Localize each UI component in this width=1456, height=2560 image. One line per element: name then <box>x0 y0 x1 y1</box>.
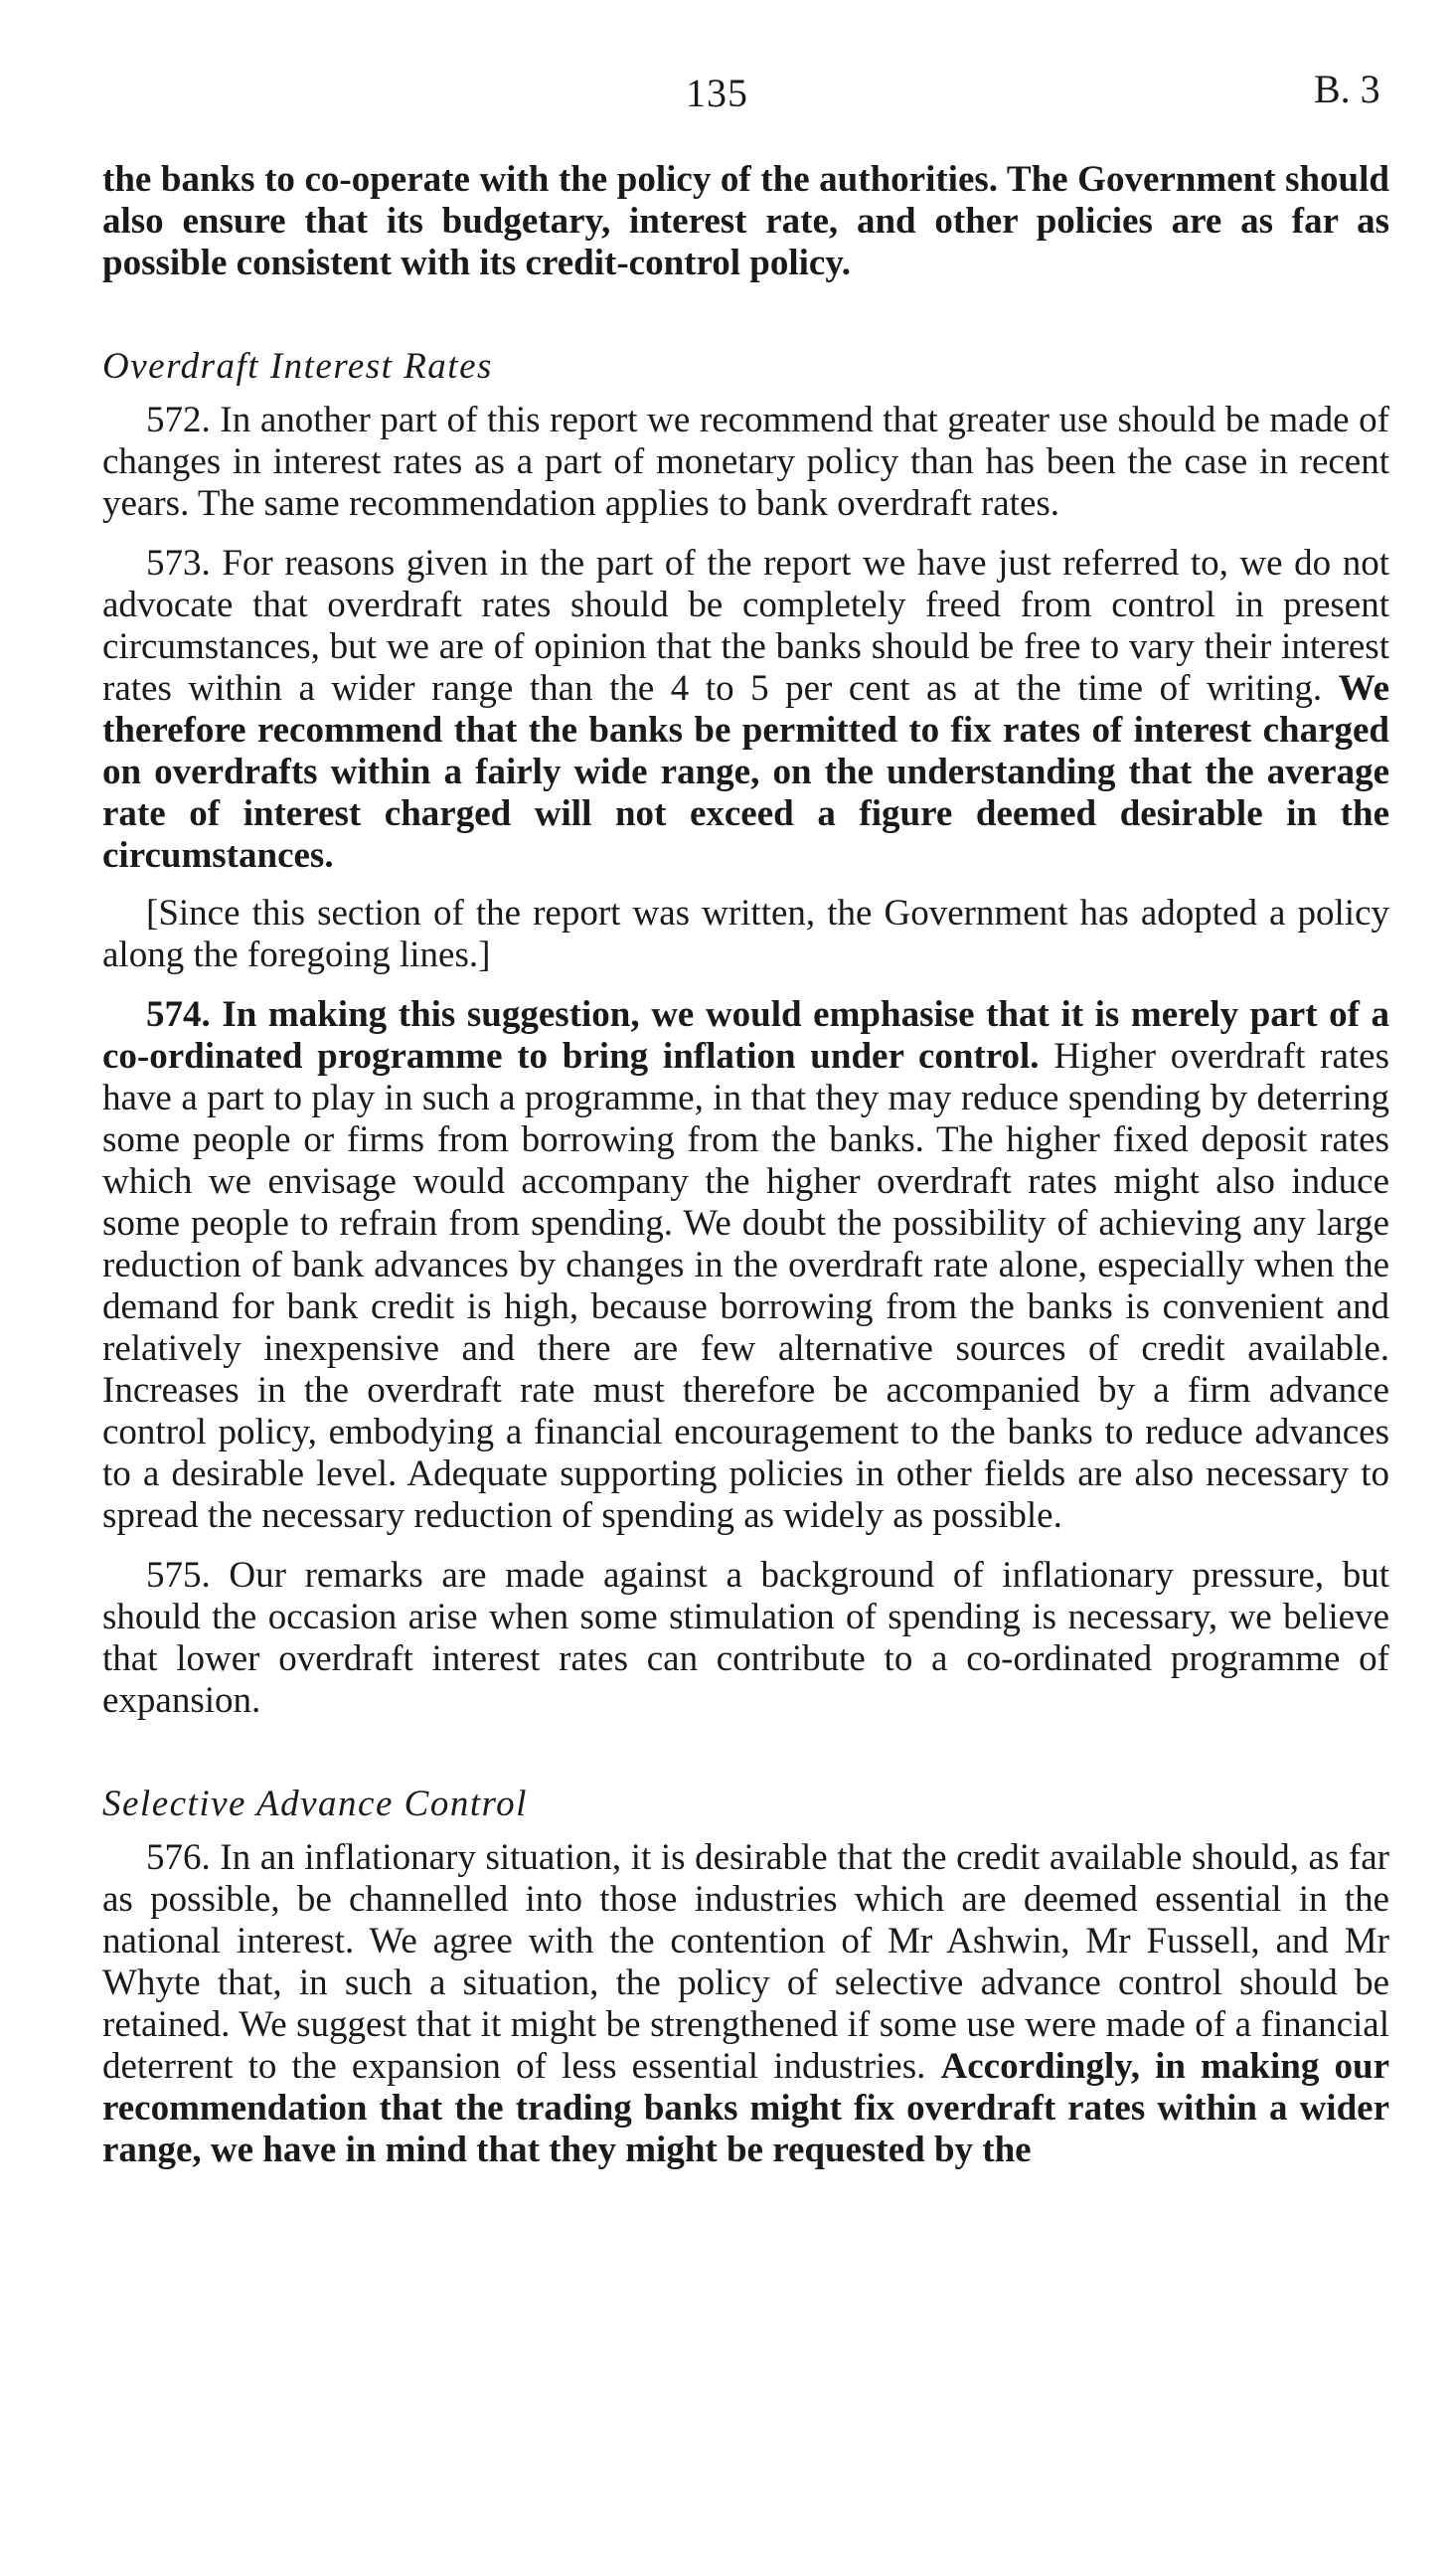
page-body <box>102 159 1389 2189</box>
page-header <box>0 60 1456 129</box>
section-heading-selective-advance-control: Selective Advance Control <box>102 1784 528 1824</box>
paragraph-number: 574. <box>146 994 211 1035</box>
paragraph-572 <box>102 400 1389 525</box>
intro-paragraph <box>102 159 1389 284</box>
paragraph-574 <box>102 994 1389 1537</box>
paragraph-number: 573. <box>146 543 211 584</box>
paragraph-text: In an inflationary situation, it is desirable that the credit available should, as far as possible, be channelled into those industries which are deemed essential in the national interest. We agree with the contention of Mr Ashwin, Mr Fussell, and Mr Whyte that, in such a situation, the policy of selective advance control should be retained. We suggest that it might be strengthened if some use were made of a financial deterrent to the expansion of less essential industries. <box>102 1837 1389 2087</box>
paragraph-number: 576. <box>146 1837 211 1878</box>
paragraph-575 <box>102 1555 1389 1722</box>
note-text: [Since this section of the report was written, the Government has adopted a policy along the foregoing lines.] <box>102 893 1389 975</box>
recommendation-text: We therefore recommend that the banks be permitted to fix rates of interest charged on overdrafts within a fairly wide range, on the understanding that the average rate of interest charged will not exceed a figure deemed desirable in the circumstances. <box>102 668 1390 876</box>
paragraph-text: In another part of this report we recommend that greater use should be made of changes in interest rates as a part of monetary policy than has been the case in recent years. The same recommendation applies to bank overdraft rates. <box>102 400 1390 524</box>
paragraph-number: 572. <box>146 400 211 440</box>
intro-text: the banks to co-operate with the policy of the authorities. The Government should also ensure that its budgetary, interest rate, and other policies are as far as possible consistent with its credit-control policy. <box>102 159 1389 283</box>
paragraph-text: For reasons given in the part of the report we have just referred to, we do not advocate that overdraft rates should be completely freed from control in present circumstances, but we are of opinion that the banks should be free to vary their interest rates within a wider range than the 4 to 5 per cent as at the time of writing. <box>102 543 1390 709</box>
emphasis-text: In making this suggestion, we would emphasise that it is merely part of a co-ordinated programme to bring inflation under control. <box>102 994 1390 1077</box>
paragraph-text: Higher overdraft rates have a part to play in such a programme, in that they may reduce spending by deterring some people or firms from borrowing from the banks. The higher fixed deposit rates which we envisage would accompany the higher overdraft rates might also induce some people to refrain from spending. We doubt the possibility of achieving any large reduction of bank advances by changes in the overdraft rate alone, especially when the demand for bank credit is high, because borrowing from the banks is convenient and relatively inexpensive and there are few alternative sources of credit available. Increases in the overdraft rate must therefore be accompanied by a firm advance control policy, embodying a financial encouragement to the banks to reduce advances to a desirable level. Adequate supporting policies in other fields are also necessary to spread the necessary reduction of spending as widely as possible. <box>102 1036 1389 1536</box>
paragraph-text: Our remarks are made against a background of inflationary pressure, but should the occasion arise when some stimulation of spending is necessary, we believe that lower overdraft interest rates can contribute to a co-ordinated programme of expansion. <box>102 1555 1390 1721</box>
paragraph-number: 575. <box>146 1555 211 1596</box>
paragraph-576 <box>102 1837 1389 2171</box>
paragraph-573 <box>102 543 1389 877</box>
page-number: 135 <box>686 71 748 115</box>
bracketed-note <box>102 893 1389 976</box>
document-code: B. 3 <box>1314 67 1380 111</box>
recommendation-text: Accordingly, in making our recommendation that the trading banks might fix overdraft rates within a wider range, we have in mind that they might be requested by the <box>102 2046 1389 2170</box>
section-heading-overdraft-interest-rates: Overdraft Interest Rates <box>102 346 493 387</box>
